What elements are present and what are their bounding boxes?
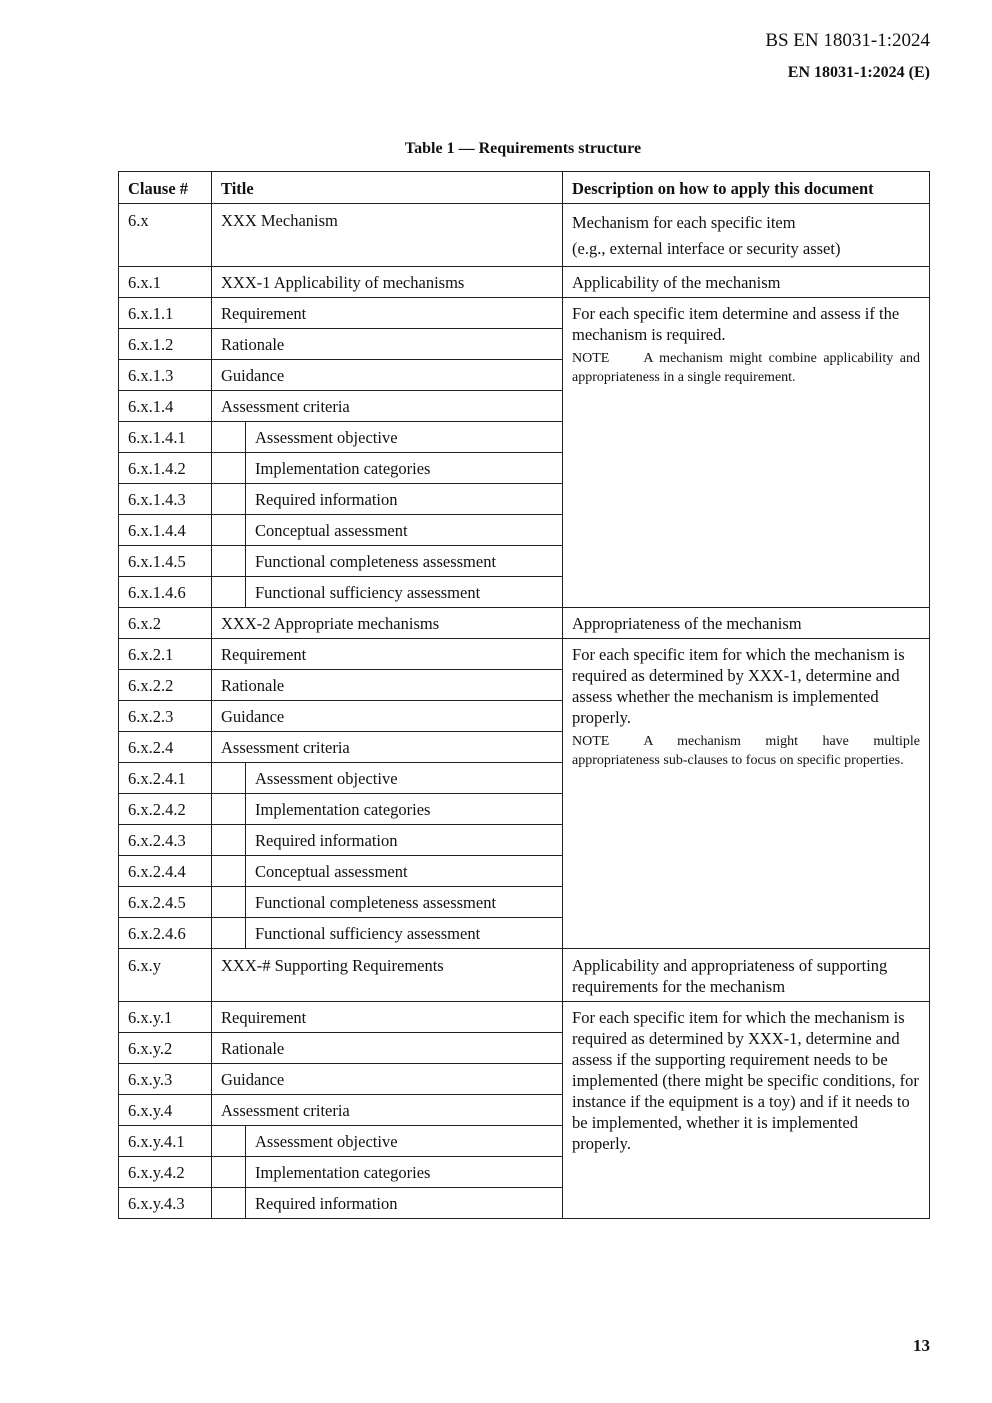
title-cell: Rationale bbox=[212, 329, 563, 360]
indent-cell bbox=[212, 918, 246, 949]
clause-cell: 6.x.2.4.6 bbox=[119, 918, 212, 949]
clause-cell: 6.x.2 bbox=[119, 608, 212, 639]
title-cell: XXX-1 Applicability of mechanisms bbox=[212, 267, 563, 298]
clause-cell: 6.x.1.4.4 bbox=[119, 515, 212, 546]
description-text: For each specific item determine and assess if the mechanism is required. bbox=[572, 304, 900, 344]
indent-cell bbox=[212, 1188, 246, 1219]
description-cell bbox=[563, 298, 930, 608]
table-row bbox=[119, 639, 930, 670]
clause-cell: 6.x.2.4.2 bbox=[119, 794, 212, 825]
clause-cell: 6.x.y.4.2 bbox=[119, 1157, 212, 1188]
indent-cell bbox=[212, 1126, 246, 1157]
clause-cell: 6.x.1.2 bbox=[119, 329, 212, 360]
indent-cell bbox=[212, 763, 246, 794]
title-cell: XXX-# Supporting Requirements bbox=[212, 949, 563, 1002]
description-text: For each specific item for which the mechanism is required as determined by XXX-1, determine and assess whether the mechanism is implemented properly. bbox=[572, 645, 905, 727]
indent-cell bbox=[212, 577, 246, 608]
clause-cell: 6.x.1.4.3 bbox=[119, 484, 212, 515]
title-cell: Conceptual assessment bbox=[246, 515, 563, 546]
indent-cell bbox=[212, 825, 246, 856]
title-cell: Implementation categories bbox=[246, 794, 563, 825]
table-row bbox=[119, 949, 930, 1002]
title-cell: Requirement bbox=[212, 639, 563, 670]
description-cell: Applicability and appropriateness of supporting requirements for the mechanism bbox=[563, 949, 930, 1002]
description-cell bbox=[563, 204, 930, 267]
clause-cell: 6.x.1.3 bbox=[119, 360, 212, 391]
clause-cell: 6.x.1.4.6 bbox=[119, 577, 212, 608]
clause-cell: 6.x.1.4.2 bbox=[119, 453, 212, 484]
clause-cell: 6.x.y bbox=[119, 949, 212, 1002]
clause-cell: 6.x.1.4.1 bbox=[119, 422, 212, 453]
description-cell: Appropriateness of the mechanism bbox=[563, 608, 930, 639]
clause-cell: 6.x.2.4.4 bbox=[119, 856, 212, 887]
indent-cell bbox=[212, 1157, 246, 1188]
table-header-row bbox=[119, 172, 930, 204]
col-header-title: Title bbox=[212, 172, 563, 204]
clause-cell: 6.x.2.4.5 bbox=[119, 887, 212, 918]
title-cell: Assessment criteria bbox=[212, 391, 563, 422]
title-cell: Functional sufficiency assessment bbox=[246, 918, 563, 949]
clause-cell: 6.x.2.2 bbox=[119, 670, 212, 701]
title-cell: XXX Mechanism bbox=[212, 204, 563, 267]
title-cell: Assessment objective bbox=[246, 422, 563, 453]
note bbox=[572, 349, 920, 387]
indent-cell bbox=[212, 794, 246, 825]
indent-cell bbox=[212, 546, 246, 577]
title-cell: Required information bbox=[246, 825, 563, 856]
clause-cell: 6.x.2.4.1 bbox=[119, 763, 212, 794]
title-cell: Requirement bbox=[212, 298, 563, 329]
description-cell: Applicability of the mechanism bbox=[563, 267, 930, 298]
clause-cell: 6.x.y.4.3 bbox=[119, 1188, 212, 1219]
clause-cell: 6.x.1.4.5 bbox=[119, 546, 212, 577]
clause-cell: 6.x.1.1 bbox=[119, 298, 212, 329]
clause-cell: 6.x.y.4.1 bbox=[119, 1126, 212, 1157]
title-cell: Rationale bbox=[212, 670, 563, 701]
table-row bbox=[119, 267, 930, 298]
clause-cell: 6.x.y.1 bbox=[119, 1002, 212, 1033]
title-cell: Assessment objective bbox=[246, 763, 563, 794]
clause-cell: 6.x.1 bbox=[119, 267, 212, 298]
clause-cell: 6.x.2.1 bbox=[119, 639, 212, 670]
note-text: A mechanism might combine applicability and appropriateness in a single requirement. bbox=[572, 351, 921, 385]
clause-cell: 6.x.y.2 bbox=[119, 1033, 212, 1064]
title-cell: Requirement bbox=[212, 1002, 563, 1033]
table-row bbox=[119, 298, 930, 329]
clause-cell: 6.x.y.3 bbox=[119, 1064, 212, 1095]
note bbox=[572, 732, 920, 770]
title-cell: Functional sufficiency assessment bbox=[246, 577, 563, 608]
description-line: (e.g., external interface or security asset) bbox=[572, 239, 841, 258]
note-text: A mechanism might have multiple appropriateness sub-clauses to focus on specific properties. bbox=[572, 734, 921, 768]
clause-cell: 6.x.y.4 bbox=[119, 1095, 212, 1126]
indent-cell bbox=[212, 453, 246, 484]
title-cell: Required information bbox=[246, 484, 563, 515]
page-number: 13 bbox=[913, 1336, 930, 1355]
indent-cell bbox=[212, 515, 246, 546]
title-cell: Conceptual assessment bbox=[246, 856, 563, 887]
title-cell: Guidance bbox=[212, 1064, 563, 1095]
title-cell: Implementation categories bbox=[246, 1157, 563, 1188]
title-cell: Functional completeness assessment bbox=[246, 546, 563, 577]
title-cell: Required information bbox=[246, 1188, 563, 1219]
title-cell: Assessment criteria bbox=[212, 1095, 563, 1126]
title-cell: Rationale bbox=[212, 1033, 563, 1064]
table-row bbox=[119, 608, 930, 639]
clause-cell: 6.x.1.4 bbox=[119, 391, 212, 422]
clause-cell: 6.x.2.3 bbox=[119, 701, 212, 732]
requirements-structure-table bbox=[118, 171, 930, 1219]
table-caption: Table 1 — Requirements structure bbox=[404, 140, 642, 157]
indent-cell bbox=[212, 422, 246, 453]
title-cell: Assessment objective bbox=[246, 1126, 563, 1157]
clause-cell: 6.x.2.4 bbox=[119, 732, 212, 763]
indent-cell bbox=[212, 484, 246, 515]
title-cell: Implementation categories bbox=[246, 453, 563, 484]
title-cell: Guidance bbox=[212, 701, 563, 732]
note-label: NOTE bbox=[572, 351, 610, 366]
description-line: Mechanism for each specific item bbox=[572, 213, 796, 232]
standard-id: BS EN 18031-1:2024 bbox=[765, 30, 930, 51]
title-cell: Guidance bbox=[212, 360, 563, 391]
edition-id: EN 18031-1:2024 (E) bbox=[787, 64, 930, 81]
col-header-description: Description on how to apply this document bbox=[563, 172, 930, 204]
col-header-clause: Clause # bbox=[119, 172, 212, 204]
description-cell bbox=[563, 1002, 930, 1219]
description-cell bbox=[563, 639, 930, 949]
title-cell: Functional completeness assessment bbox=[246, 887, 563, 918]
clause-cell: 6.x bbox=[119, 204, 212, 267]
title-cell: Assessment criteria bbox=[212, 732, 563, 763]
title-cell: XXX-2 Appropriate mechanisms bbox=[212, 608, 563, 639]
table-row bbox=[119, 1002, 930, 1033]
indent-cell bbox=[212, 856, 246, 887]
table-row bbox=[119, 204, 930, 267]
indent-cell bbox=[212, 887, 246, 918]
description-text: For each specific item for which the mechanism is required as determined by XXX-1, determine and assess if the supporting requirement needs to be implemented (there might be specific conditions, for instance if the equipment is a toy) and if it needs to be implemented, whether it is implemented properly. bbox=[572, 1008, 919, 1153]
clause-cell: 6.x.2.4.3 bbox=[119, 825, 212, 856]
note-label: NOTE bbox=[572, 734, 610, 749]
